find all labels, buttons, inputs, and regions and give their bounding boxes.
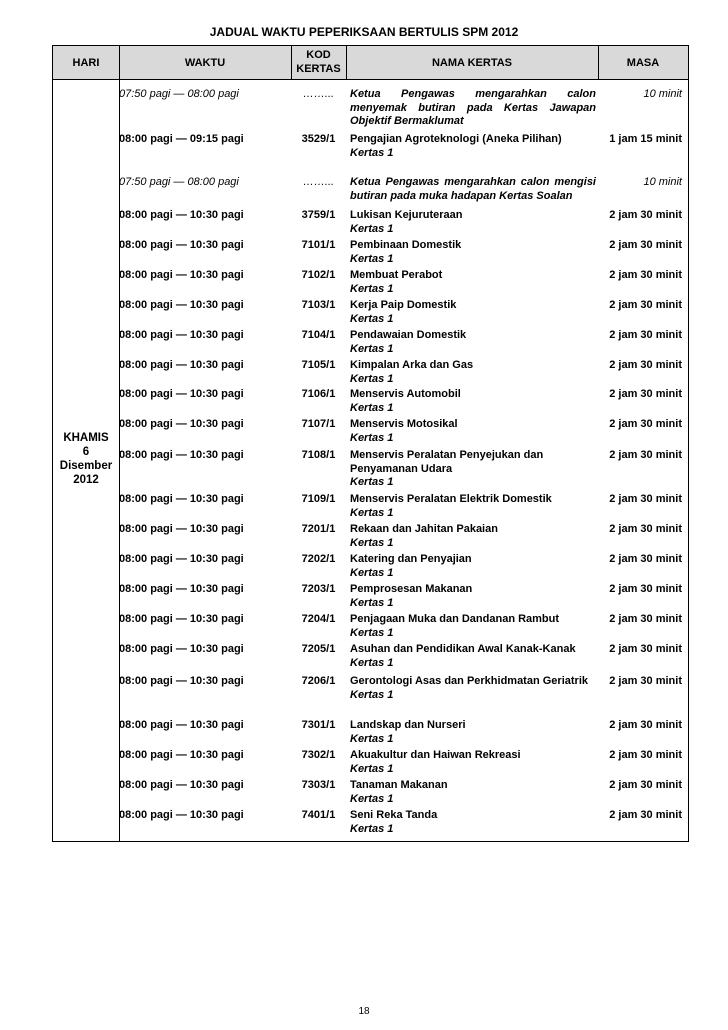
duration-cell: 2 jam 30 minit [609,719,682,731]
paper-name: Menservis Peralatan Elektrik Domestik [350,493,552,505]
paper-name-cell [350,643,596,670]
exam-timetable [52,45,689,842]
header-waktu: WAKTU [184,57,226,69]
duration-cell: 2 jam 30 minit [609,643,682,655]
code-cell: 7105/1 [301,359,336,371]
paper-name: Seni Reka Tanda [350,809,438,821]
paper-number: Kertas 1 [350,476,394,488]
time-cell: 08:00 pagi — 10:30 pagi [119,779,244,791]
paper-name: Tanaman Makanan [350,779,448,791]
duration-cell: 2 jam 30 minit [609,388,682,400]
paper-number: Kertas 1 [350,792,394,805]
code-cell: 3759/1 [301,209,336,221]
code-cell: 7206/1 [301,675,336,687]
duration-cell: 2 jam 30 minit [609,583,682,595]
time-cell: 08:00 pagi — 10:30 pagi [119,553,244,565]
paper-name-cell [350,269,596,296]
time-cell: 08:00 pagi — 10:30 pagi [119,809,244,821]
paper-name: Gerontologi Asas dan Perkhidmatan Geriatrik [350,675,588,687]
time-cell: 08:00 pagi — 10:30 pagi [119,613,244,625]
duration-cell: 2 jam 30 minit [609,418,682,430]
paper-name: Kimpalan Arka dan Gas [350,359,474,371]
paper-name-cell [350,359,596,386]
duration-cell: 2 jam 30 minit [609,449,682,461]
paper-name: Rekaan dan Jahitan Pakaian [350,523,498,535]
duration-cell: 1 jam 15 minit [609,133,682,145]
paper-name: Katering dan Penyajian [350,553,472,565]
page-title: JADUAL WAKTU PEPERIKSAAN BERTULIS SPM 2012 [209,25,519,39]
code-cell: ……... [302,88,335,100]
code-cell: 7104/1 [301,329,336,341]
code-cell: 7202/1 [301,553,336,565]
paper-number: Kertas 1 [350,342,394,355]
code-cell: 7201/1 [301,523,336,535]
time-cell: 07:50 pagi — 08:00 pagi [119,88,239,100]
header-nama: NAMA KERTAS [431,57,513,69]
time-cell: 08:00 pagi — 10:30 pagi [119,523,244,535]
code-cell: 7102/1 [301,269,336,281]
paper-number: Kertas 1 [350,822,394,835]
duration-cell: 10 minit [643,88,682,100]
code-cell: 7303/1 [301,779,336,791]
paper-name-cell [350,329,596,356]
code-cell: 7103/1 [301,299,336,311]
paper-name-cell [350,719,596,746]
paper-name-cell [350,523,596,550]
paper-number: Kertas 1 [350,762,394,775]
paper-name: Ketua Pengawas mengarahkan calon menyemak butiran pada Kertas Jawapan Objektif Bermaklumat [350,88,596,127]
paper-number: Kertas 1 [350,656,394,669]
paper-name: Kerja Paip Domestik [350,299,457,311]
paper-number: Kertas 1 [350,146,394,159]
code-cell: 7109/1 [301,493,336,505]
paper-number: Kertas 1 [350,596,394,609]
code-cell: 7302/1 [301,749,336,761]
duration-cell: 2 jam 30 minit [609,239,682,251]
paper-number: Kertas 1 [350,222,394,235]
day-year: 2012 [73,474,99,486]
paper-number: Kertas 1 [350,252,394,265]
duration-cell: 10 minit [643,176,682,188]
time-cell: 08:00 pagi — 10:30 pagi [119,299,244,311]
paper-name-cell [350,493,596,520]
time-cell: 08:00 pagi — 10:30 pagi [119,493,244,505]
paper-name: Menservis Motosikal [350,418,458,430]
duration-cell: 2 jam 30 minit [609,299,682,311]
code-cell: 7205/1 [301,643,336,655]
duration-cell: 2 jam 30 minit [609,809,682,821]
time-cell: 07:50 pagi — 08:00 pagi [119,176,239,188]
duration-cell: 2 jam 30 minit [609,209,682,221]
day-cell [53,431,119,487]
paper-name-cell [350,88,596,129]
duration-cell: 2 jam 30 minit [609,749,682,761]
duration-cell: 2 jam 30 minit [609,553,682,565]
duration-cell: 2 jam 30 minit [609,675,682,687]
time-cell: 08:00 pagi — 09:15 pagi [119,133,244,145]
time-cell: 08:00 pagi — 10:30 pagi [119,209,244,221]
page-number: 18 [358,1006,370,1017]
time-cell: 08:00 pagi — 10:30 pagi [119,675,244,687]
paper-number: Kertas 1 [350,626,394,639]
paper-name: Ketua Pengawas mengarahkan calon mengisi butiran pada muka hadapan Kertas Soalan [350,176,596,202]
duration-cell: 2 jam 30 minit [609,523,682,535]
paper-number: Kertas 1 [350,372,394,385]
header-hari: HARI [72,57,100,69]
paper-number: Kertas 1 [350,566,394,579]
time-cell: 08:00 pagi — 10:30 pagi [119,269,244,281]
duration-cell: 2 jam 30 minit [609,493,682,505]
code-cell: 3529/1 [301,133,336,145]
time-cell: 08:00 pagi — 10:30 pagi [119,449,244,461]
time-cell: 08:00 pagi — 10:30 pagi [119,749,244,761]
table-header [53,46,688,80]
paper-number: Kertas 1 [350,282,394,295]
header-kod-1: KOD [306,49,331,61]
paper-name-cell [350,583,596,610]
paper-name: Akuakultur dan Haiwan Rekreasi [350,749,521,761]
duration-cell: 2 jam 30 minit [609,613,682,625]
paper-name: Pengajian Agroteknologi (Aneka Pilihan) [350,133,562,145]
time-cell: 08:00 pagi — 10:30 pagi [119,418,244,430]
paper-number: Kertas 1 [350,312,394,325]
paper-name-cell [350,613,596,640]
time-cell: 08:00 pagi — 10:30 pagi [119,643,244,655]
paper-name-cell [350,779,596,806]
code-cell: 7107/1 [301,418,336,430]
paper-name-cell [350,553,596,580]
paper-name-cell [350,388,596,415]
code-cell: 7401/1 [301,809,336,821]
paper-number: Kertas 1 [350,431,394,444]
paper-name: Menservis Peralatan Penyejukan dan Penyamanan Udara [350,449,544,475]
code-cell: 7101/1 [301,239,336,251]
paper-name-cell [350,176,596,203]
paper-name-cell [350,418,596,445]
code-cell: 7301/1 [301,719,336,731]
header-masa: MASA [626,57,660,69]
paper-number: Kertas 1 [350,506,394,519]
time-cell: 08:00 pagi — 10:30 pagi [119,719,244,731]
paper-number: Kertas 1 [350,536,394,549]
paper-name-cell [350,749,596,776]
duration-cell: 2 jam 30 minit [609,329,682,341]
time-cell: 08:00 pagi — 10:30 pagi [119,329,244,341]
paper-number: Kertas 1 [350,732,394,745]
code-cell: ……... [302,176,335,188]
paper-name: Pembinaan Domestik [350,239,462,251]
code-cell: 7203/1 [301,583,336,595]
paper-name: Membuat Perabot [350,269,443,281]
code-cell: 7108/1 [301,449,336,461]
paper-name-cell [350,449,596,490]
paper-name: Pemprosesan Makanan [350,583,473,595]
duration-cell: 2 jam 30 minit [609,779,682,791]
paper-name: Pendawaian Domestik [350,329,467,341]
paper-name: Penjagaan Muka dan Dandanan Rambut [350,613,560,625]
paper-name-cell [350,209,596,236]
paper-number: Kertas 1 [350,688,394,701]
time-cell: 08:00 pagi — 10:30 pagi [119,388,244,400]
paper-number: Kertas 1 [350,401,394,414]
paper-name-cell [350,133,596,160]
day-month: Disember [59,460,113,472]
paper-name: Menservis Automobil [350,388,461,400]
time-cell: 08:00 pagi — 10:30 pagi [119,239,244,251]
paper-name: Lukisan Kejuruteraan [350,209,463,221]
code-cell: 7106/1 [301,388,336,400]
duration-cell: 2 jam 30 minit [609,269,682,281]
paper-name-cell [350,675,596,702]
day-name: KHAMIS [63,432,109,444]
time-cell: 08:00 pagi — 10:30 pagi [119,359,244,371]
code-cell: 7204/1 [301,613,336,625]
paper-name: Landskap dan Nurseri [350,719,466,731]
duration-cell: 2 jam 30 minit [609,359,682,371]
day-date: 6 [82,446,90,458]
time-cell: 08:00 pagi — 10:30 pagi [119,583,244,595]
paper-name-cell [350,239,596,266]
paper-name: Asuhan dan Pendidikan Awal Kanak-Kanak [350,643,576,655]
paper-name-cell [350,809,596,836]
paper-name-cell [350,299,596,326]
header-kod-2: KERTAS [296,63,341,75]
